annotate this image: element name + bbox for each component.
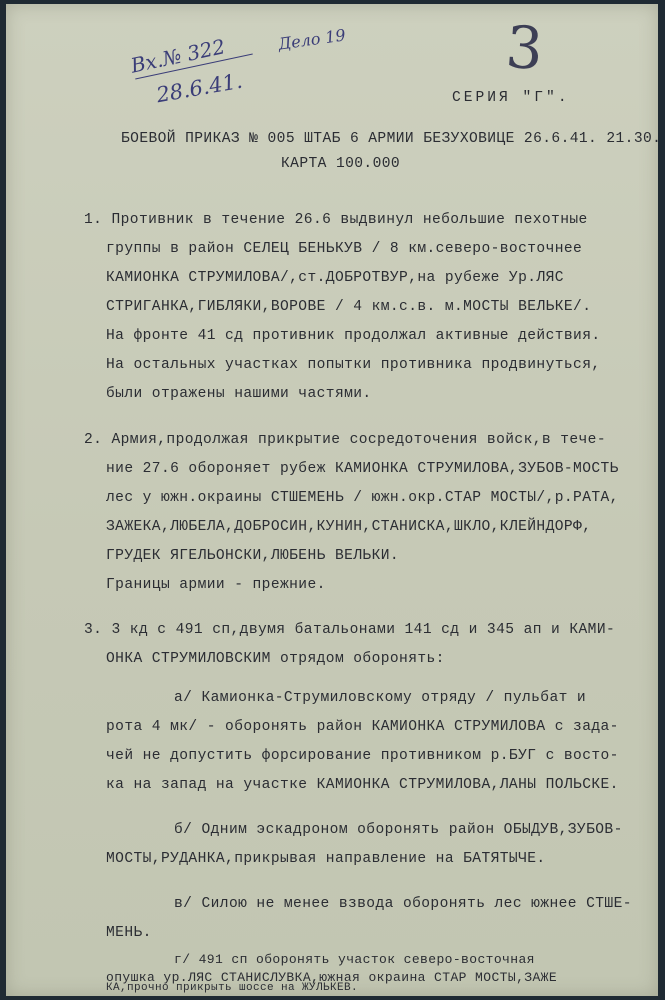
text-line: г/ 491 сп оборонять участок северо-восточная (174, 952, 535, 967)
text-line: 1. Противник в течение 26.6 выдвинул небольшие пехотные (84, 212, 588, 228)
text-line: опушка ур.ЛЯС СТАНИСЛУВКА,южная окраина СТАР МОСТЫ,ЗАЖЕ (106, 970, 558, 985)
text-line: лес у южн.окраины СТШЕМЕНЬ / южн.окр.СТАР МОСТЫ/,р.РАТА, (106, 490, 619, 506)
page-number: 3 (503, 12, 546, 84)
text-line: чей не допустить форсирование противником р.БУГ с восто- (106, 748, 619, 764)
registration-number: Вх.№ 322 (128, 34, 228, 78)
text-line: Границы армии - прежние. (106, 577, 326, 593)
text-line: группы в район СЕЛЕЦ БЕНЬКУВ / 8 км.северо-восточнее (106, 241, 583, 257)
text-line: КА,прочно прикрыть шоссе на ЖУЛЬКЕВ. (106, 982, 359, 994)
text-line: ние 27.6 обороняет рубеж КАМИОНКА СТРУМИЛОВА,ЗУБОВ-МОСТЬ (106, 461, 619, 477)
text-line: а/ Камионка-Струмиловскому отряду / пульбат и (174, 690, 587, 706)
document-page (6, 4, 662, 996)
text-line: рота 4 мк/ - оборонять район КАМИОНКА СТРУМИЛОВА с зада- (106, 719, 619, 735)
registration-date: 28.6.41. (154, 68, 245, 108)
text-line: КАМИОНКА СТРУМИЛОВА/,ст.ДОБРОТВУР,на рубеже Ур.ЛЯС (106, 270, 564, 286)
text-line: МОСТЫ,РУДАНКА,прикрывая направление на БАТЯТЫЧЕ. (106, 851, 546, 867)
text-line: МЕНЬ. (106, 925, 152, 941)
text-line: 3. 3 кд с 491 сп,двумя батальонами 141 сд и 345 ап и КАМИ- (84, 622, 616, 638)
series-label: СЕРИЯ "Г". (452, 90, 570, 106)
text-line: ОНКА СТРУМИЛОВСКИМ отрядом оборонять: (106, 651, 445, 667)
text-line: б/ Одним эскадроном оборонять район ОБЫДУВ,ЗУБОВ- (174, 822, 623, 838)
order-title: БОЕВОЙ ПРИКАЗ № 005 ШТАБ 6 АРМИИ БЕЗУХОВИЦЕ 26.6.41. 21.30. (121, 131, 662, 147)
text-line: СТРИГАНКА,ГИБЛЯКИ,ВОРОВЕ / 4 км.с.в. м.МОСТЫ ВЕЛЬКЕ/. (106, 299, 592, 315)
text-line: На остальных участках попытки противника продвинуться, (106, 357, 601, 373)
text-line: ГРУДЕК ЯГЕЛЬОНСКИ,ЛЮБЕНЬ ВЕЛЬКИ. (106, 548, 400, 564)
text-line: ЗАЖЕКА,ЛЮБЕЛА,ДОБРОСИН,КУНИН,СТАНИСКА,ШКЛО,КЛЕЙНДОРФ, (106, 519, 592, 535)
map-scale: КАРТА 100.000 (281, 156, 401, 172)
text-line: в/ Силою не менее взвода оборонять лес южнее СТШЕ- (174, 896, 632, 912)
text-line: были отражены нашими частями. (106, 386, 372, 402)
text-line: ка на запад на участке КАМИОНКА СТРУМИЛОВА,ЛАНЫ ПОЛЬСКЕ. (106, 777, 619, 793)
text-line: 2. Армия,продолжая прикрытие сосредоточения войск,в тече- (84, 432, 606, 448)
handwritten-note: Дело 19 (277, 25, 347, 54)
text-line: На фронте 41 сд противник продолжал активные действия. (106, 328, 601, 344)
